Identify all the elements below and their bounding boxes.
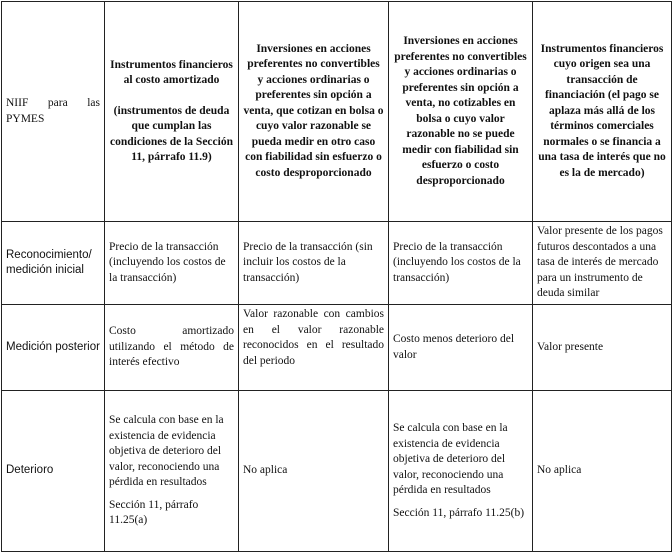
cell-impairment-unlisted-ref: Sección 11, párrafo 11.25(b) — [393, 506, 525, 519]
cell-subsequent-listed: Valor razonable con cambios en el valor razonable reconocidos en el resultado del periodo — [239, 305, 389, 391]
table-row — [2, 305, 672, 391]
table-row — [2, 222, 672, 305]
cell-impairment-amortized — [105, 391, 239, 552]
cell-initial-listed: Precio de la transacción (sin incluir los costos de la transacción) — [239, 222, 389, 305]
cell-initial-amortized: Precio de la transacción (incluyendo los costos de la transacción) — [105, 222, 239, 305]
cell-subsequent-amortized: Costo amortizado utilizando el método de interés efectivo — [105, 305, 239, 391]
header-row — [2, 2, 672, 222]
header-amortized-cost-subtitle: (instrumentos de deuda que cumplan las condiciones de la Sección 11, párrafo 11.9) — [110, 104, 233, 163]
header-listed-shares: Inversiones en acciones preferentes no convertibles y acciones ordinarias o preferentes sin opción a venta, que cotizan en bolsa o cuyo valor razonable se pueda medir en otro caso con fiabilidad sin esfuerzo o costo desproporcionado — [239, 2, 389, 222]
header-amortized-cost-title: Instrumentos financieros al costo amortizado — [110, 58, 233, 86]
header-corner: NIIF para las PYMES — [2, 2, 105, 222]
niif-pymes-table — [1, 1, 672, 552]
header-unlisted-shares: Inversiones en acciones preferentes no convertibles y acciones ordinarias o preferentes sin opción a venta, no cotizables en bolsa o cuyo valor razonable no se puede medir con fiabilidad sin esfuerzo o costo desproporcionado — [389, 2, 533, 222]
header-amortized-cost — [105, 2, 239, 222]
row-label-subsequent-measurement: Medición posterior — [2, 305, 105, 391]
cell-impairment-amortized-text: Se calcula con base en la existencia de evidencia objetiva de deterioro del valor, reconociendo una pérdida en resultados — [109, 414, 224, 489]
cell-impairment-unlisted-text: Se calcula con base en la existencia de evidencia objetiva de deterioro del valor, reconociendo una pérdida en resultados — [393, 422, 508, 496]
cell-initial-financing: Valor presente de los pagos futuros descontados a una tasa de interés de mercado para un instrumento de deuda similar — [533, 222, 672, 305]
cell-subsequent-financing: Valor presente — [533, 305, 672, 391]
header-financing-transaction: Instrumentos financieros cuyo origen sea una transacción de financiación (el pago se aplaza más allá de los términos comerciales normales o se financia a una tasa de interés que no es la de mercado) — [533, 2, 672, 222]
cell-impairment-financing: No aplica — [533, 391, 672, 552]
table-row — [2, 391, 672, 552]
row-label-initial-measurement: Reconocimiento/ medición inicial — [2, 222, 105, 305]
cell-impairment-listed: No aplica — [239, 391, 389, 552]
cell-subsequent-unlisted: Costo menos deterioro del valor — [389, 305, 533, 391]
cell-initial-unlisted: Precio de la transacción (incluyendo los costos de la transacción) — [389, 222, 533, 305]
cell-impairment-unlisted — [389, 391, 533, 552]
cell-impairment-amortized-ref: Sección 11, párrafo 11.25(a) — [109, 498, 199, 527]
row-label-impairment: Deterioro — [2, 391, 105, 552]
